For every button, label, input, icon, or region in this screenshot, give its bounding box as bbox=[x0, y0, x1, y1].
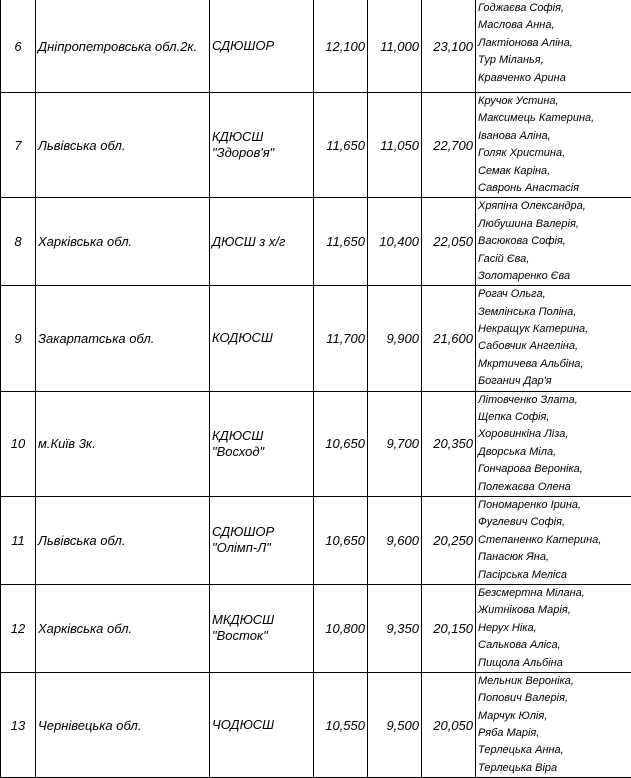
member-name: Тур Міланья, bbox=[478, 52, 631, 69]
member-name: Пищола Альбіна bbox=[478, 655, 631, 672]
member-name: Марчук Юлія, bbox=[478, 708, 631, 725]
table-row bbox=[1, 0, 631, 93]
score2-cell: 11,000 bbox=[368, 0, 422, 93]
region-cell: Львівська обл. bbox=[36, 93, 210, 198]
score2-cell: 9,700 bbox=[368, 391, 422, 496]
member-name: Маслова Анна, bbox=[478, 17, 631, 34]
member-name: Васюкова Софія, bbox=[478, 233, 631, 250]
member-name: Землінська Поліна, bbox=[478, 304, 631, 321]
member-name: Годжаєва Софія, bbox=[478, 0, 631, 17]
score2-cell: 9,500 bbox=[368, 672, 422, 777]
total-cell: 20,050 bbox=[422, 672, 476, 777]
school-cell bbox=[210, 391, 314, 496]
place-cell: 10 bbox=[1, 391, 36, 496]
total-cell: 20,250 bbox=[422, 496, 476, 584]
member-name: Мкртичева Альбіна, bbox=[478, 356, 631, 373]
region-cell: Харківська обл. bbox=[36, 584, 210, 672]
member-name: Саврoнь Анастасія bbox=[478, 180, 631, 197]
member-name: Гончарова Вероніка, bbox=[478, 461, 631, 478]
table-row bbox=[1, 391, 631, 496]
member-name: Житнікова Марія, bbox=[478, 602, 631, 619]
table-row bbox=[1, 496, 631, 584]
place-cell: 6 bbox=[1, 0, 36, 93]
member-name: Золотаренко Єва bbox=[478, 268, 631, 285]
member-name: Терлецька Анна, bbox=[478, 742, 631, 759]
member-name: Панасюк Яна, bbox=[478, 549, 631, 566]
total-cell: 20,150 bbox=[422, 584, 476, 672]
total-cell: 22,700 bbox=[422, 93, 476, 198]
member-name: Хоровинкіна Ліза, bbox=[478, 426, 631, 443]
member-name: Голяк Христина, bbox=[478, 145, 631, 162]
member-name: Салькова Аліса, bbox=[478, 637, 631, 654]
member-name: Безсмертна Мілана, bbox=[478, 585, 631, 602]
members-cell bbox=[476, 496, 631, 584]
school-line: КДЮСШ bbox=[212, 428, 313, 444]
school-line: ЧОДЮСШ bbox=[212, 717, 313, 733]
school-cell bbox=[210, 672, 314, 777]
member-name: Гасій Єва, bbox=[478, 251, 631, 268]
member-name: Фуглевич Софія, bbox=[478, 514, 631, 531]
place-cell: 7 bbox=[1, 93, 36, 198]
score1-cell: 11,650 bbox=[314, 93, 368, 198]
member-name: Семак Каріна, bbox=[478, 163, 631, 180]
table-row bbox=[1, 198, 631, 286]
school-line: КОДЮСШ bbox=[212, 330, 313, 346]
region-cell: м.Київ 3к. bbox=[36, 391, 210, 496]
score1-cell: 10,650 bbox=[314, 496, 368, 584]
member-name: Боганич Дар'я bbox=[478, 373, 631, 390]
score2-cell: 9,600 bbox=[368, 496, 422, 584]
place-cell: 8 bbox=[1, 198, 36, 286]
members-cell bbox=[476, 93, 631, 198]
table-row bbox=[1, 93, 631, 198]
school-cell bbox=[210, 198, 314, 286]
score1-cell: 11,700 bbox=[314, 286, 368, 391]
region-cell: Харківська обл. bbox=[36, 198, 210, 286]
table-row bbox=[1, 672, 631, 777]
place-cell: 12 bbox=[1, 584, 36, 672]
member-name: Кручок Устина, bbox=[478, 93, 631, 110]
score1-cell: 11,650 bbox=[314, 198, 368, 286]
score1-cell: 10,650 bbox=[314, 391, 368, 496]
school-cell bbox=[210, 93, 314, 198]
member-name: Лактіонова Аліна, bbox=[478, 35, 631, 52]
members-cell bbox=[476, 672, 631, 777]
school-line: ДЮСШ з х/г bbox=[212, 234, 313, 250]
school-cell bbox=[210, 286, 314, 391]
results-table-body bbox=[1, 0, 631, 778]
members-cell bbox=[476, 584, 631, 672]
school-cell bbox=[210, 584, 314, 672]
table-row bbox=[1, 584, 631, 672]
member-name: Пономаренко Ірина, bbox=[478, 497, 631, 514]
school-line: СДЮШОР bbox=[212, 38, 313, 54]
member-name: Ряба Марія, bbox=[478, 725, 631, 742]
region-cell: Львівська обл. bbox=[36, 496, 210, 584]
member-name: Некращук Катерина, bbox=[478, 321, 631, 338]
score1-cell: 12,100 bbox=[314, 0, 368, 93]
members-cell bbox=[476, 198, 631, 286]
members-cell bbox=[476, 0, 631, 93]
members-cell bbox=[476, 286, 631, 391]
member-name: Максимець Катерина, bbox=[478, 110, 631, 127]
member-name: Іванова Аліна, bbox=[478, 128, 631, 145]
region-cell: Чернівецька обл. bbox=[36, 672, 210, 777]
place-cell: 13 bbox=[1, 672, 36, 777]
total-cell: 21,600 bbox=[422, 286, 476, 391]
member-name: Мельник Вероніка, bbox=[478, 673, 631, 690]
table-row bbox=[1, 286, 631, 391]
total-cell: 23,100 bbox=[422, 0, 476, 93]
school-line: КДЮСШ bbox=[212, 129, 313, 145]
member-name: Терлецька Віра bbox=[478, 760, 631, 777]
school-line: "Восход" bbox=[212, 444, 313, 460]
place-cell: 9 bbox=[1, 286, 36, 391]
region-cell: Дніпропетровська обл.2к. bbox=[36, 0, 210, 93]
member-name: Попович Валерія, bbox=[478, 690, 631, 707]
member-name: Любушина Валерія, bbox=[478, 216, 631, 233]
member-name: Сабовчик Ангеліна, bbox=[478, 338, 631, 355]
member-name: Щепка Софія, bbox=[478, 409, 631, 426]
members-cell bbox=[476, 391, 631, 496]
school-line: СДЮШОР bbox=[212, 524, 313, 540]
member-name: Хряпіна Олександра, bbox=[478, 198, 631, 215]
member-name: Полежаєва Олена bbox=[478, 479, 631, 496]
score2-cell: 10,400 bbox=[368, 198, 422, 286]
score1-cell: 10,550 bbox=[314, 672, 368, 777]
member-name: Рогач Ольга, bbox=[478, 286, 631, 303]
score2-cell: 9,350 bbox=[368, 584, 422, 672]
school-line: МКДЮСШ bbox=[212, 612, 313, 628]
school-line: "Восток" bbox=[212, 628, 313, 644]
member-name: Дворська Міла, bbox=[478, 444, 631, 461]
place-cell: 11 bbox=[1, 496, 36, 584]
member-name: Літовченко Злата, bbox=[478, 392, 631, 409]
member-name: Нерух Ніка, bbox=[478, 620, 631, 637]
total-cell: 22,050 bbox=[422, 198, 476, 286]
school-line: "Здоров'я" bbox=[212, 145, 313, 161]
member-name: Степаненко Катерина, bbox=[478, 532, 631, 549]
region-cell: Закарпатська обл. bbox=[36, 286, 210, 391]
score2-cell: 9,900 bbox=[368, 286, 422, 391]
score2-cell: 11,050 bbox=[368, 93, 422, 198]
member-name: Пасірська Меліса bbox=[478, 567, 631, 584]
school-cell bbox=[210, 496, 314, 584]
score1-cell: 10,800 bbox=[314, 584, 368, 672]
school-line: "Олімп-Л" bbox=[212, 540, 313, 556]
school-cell bbox=[210, 0, 314, 93]
member-name: Кравченко Арина bbox=[478, 70, 631, 87]
total-cell: 20,350 bbox=[422, 391, 476, 496]
